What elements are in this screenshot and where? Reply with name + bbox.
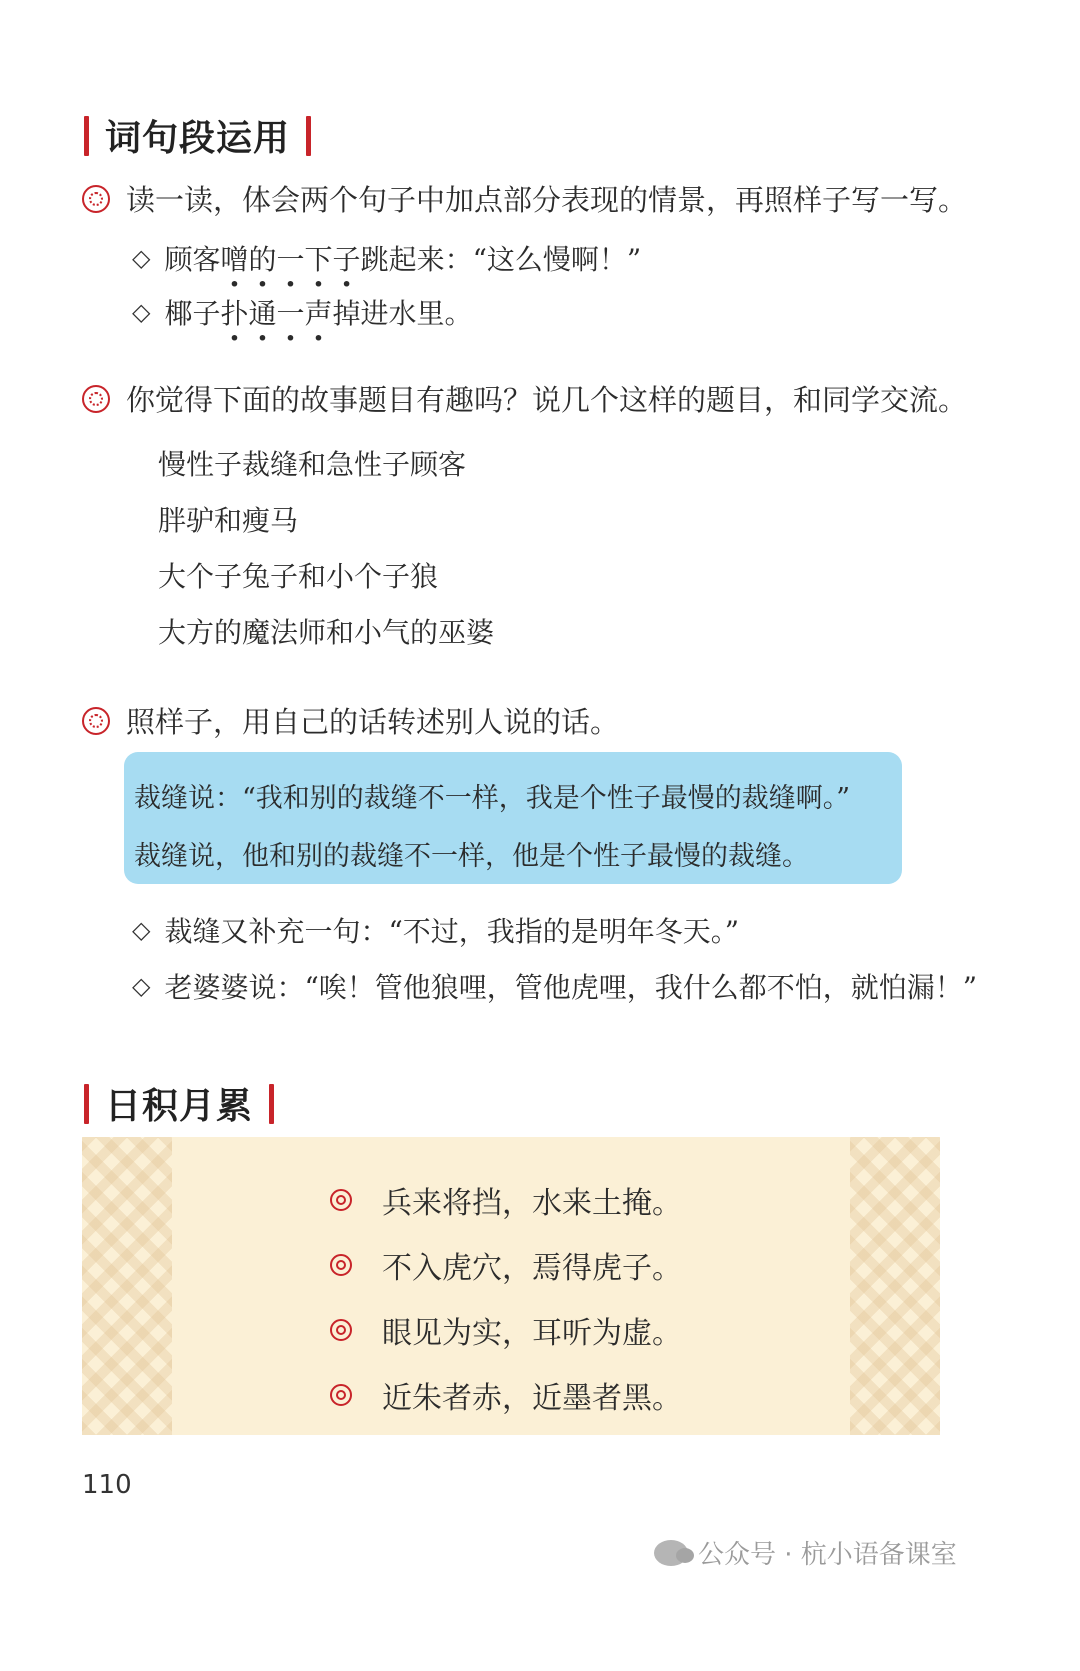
watermark [654, 1534, 957, 1571]
proverb-item [330, 1308, 682, 1352]
emphasized-char: 一 · [277, 238, 305, 278]
decorative-pattern-right [850, 1137, 940, 1435]
section-title: 词句段运用 [105, 118, 291, 159]
emphasized-char: 的 · [249, 238, 277, 278]
diamond-icon: ◇ [132, 298, 151, 326]
practice-text: 老婆婆说：“唉！管他狼哩，管他虎哩，我什么都不怕，就怕漏！” [164, 971, 978, 1004]
task-1-instruction: 读一读，体会两个句子中加点部分表现的情景，再照样子写一写。 [126, 183, 968, 217]
emphasized-char: 扑 · [220, 292, 248, 332]
story-title: 大个子兔子和小个子狼 [158, 560, 439, 593]
proverb-item [330, 1373, 682, 1417]
proverb-item [330, 1243, 682, 1287]
example-box-line: 裁缝说，他和别的裁缝不一样，他是个性子最慢的裁缝。 [134, 841, 809, 872]
story-title: 大方的魔法师和小气的巫婆 [158, 616, 495, 649]
sentence-suffix: 掉进水里。 [332, 297, 473, 330]
task-marker-icon [82, 185, 110, 213]
diamond-icon: ◇ [132, 916, 151, 944]
proverb-text: 不入虎穴，焉得虎子。 [382, 1251, 682, 1286]
practice-sentence [132, 966, 977, 1006]
proverb-text: 近朱者赤，近墨者黑。 [382, 1381, 682, 1416]
page-number: 110 [82, 1470, 132, 1500]
emphasized-char: 噌 · [220, 238, 248, 278]
proverb-text: 兵来将挡，水来土掩。 [382, 1186, 682, 1221]
double-circle-icon [330, 1189, 352, 1211]
proverb-text: 眼见为实，耳听为虚。 [382, 1316, 682, 1351]
task-1 [82, 178, 967, 219]
wechat-icon [654, 1540, 688, 1566]
task-2-instruction: 你觉得下面的故事题目有趣吗？说几个这样的题目，和同学交流。 [126, 383, 968, 417]
emphasized-char: 一 · [277, 292, 305, 332]
story-title: 慢性子裁缝和急性子顾客 [158, 448, 467, 481]
heading-bar-right [306, 116, 311, 156]
watermark-text: 公众号 · 杭小语备课室 [698, 1540, 957, 1570]
heading-bar-right [269, 1084, 274, 1124]
section-title: 日积月累 [105, 1086, 254, 1127]
story-title: 胖驴和瘦马 [158, 504, 299, 537]
practice-sentence [132, 910, 739, 950]
heading-bar-left [84, 1084, 89, 1124]
example-box-line: 裁缝说：“我和别的裁缝不一样，我是个性子最慢的裁缝啊。” [134, 783, 851, 814]
decorative-pattern-left [82, 1137, 172, 1435]
emphasized-char: 通 · [249, 292, 277, 332]
double-circle-icon [330, 1319, 352, 1341]
example-sentence [132, 292, 473, 332]
diamond-icon: ◇ [132, 244, 151, 272]
heading-bar-left [84, 116, 89, 156]
double-circle-icon [330, 1384, 352, 1406]
sentence-prefix: 椰子 [164, 297, 221, 330]
practice-text: 裁缝又补充一句：“不过，我指的是明年冬天。” [164, 915, 740, 948]
task-3 [82, 700, 619, 741]
emphasized-char: 下 · [305, 238, 333, 278]
example-box [124, 752, 902, 884]
proverb-item [330, 1178, 682, 1222]
sentence-suffix: 跳起来：“这么慢啊！” [360, 243, 642, 276]
sentence-prefix: 顾客 [164, 243, 221, 276]
emphasized-char: 子 · [333, 238, 361, 278]
section-heading [84, 110, 311, 161]
task-3-instruction: 照样子，用自己的话转述别人说的话。 [126, 705, 620, 739]
example-sentence [132, 238, 641, 278]
task-2 [82, 378, 967, 419]
section-heading [84, 1078, 274, 1129]
diamond-icon: ◇ [132, 972, 151, 1000]
double-circle-icon [330, 1254, 352, 1276]
task-marker-icon [82, 707, 110, 735]
emphasized-char: 声 · [305, 292, 333, 332]
task-marker-icon [82, 385, 110, 413]
